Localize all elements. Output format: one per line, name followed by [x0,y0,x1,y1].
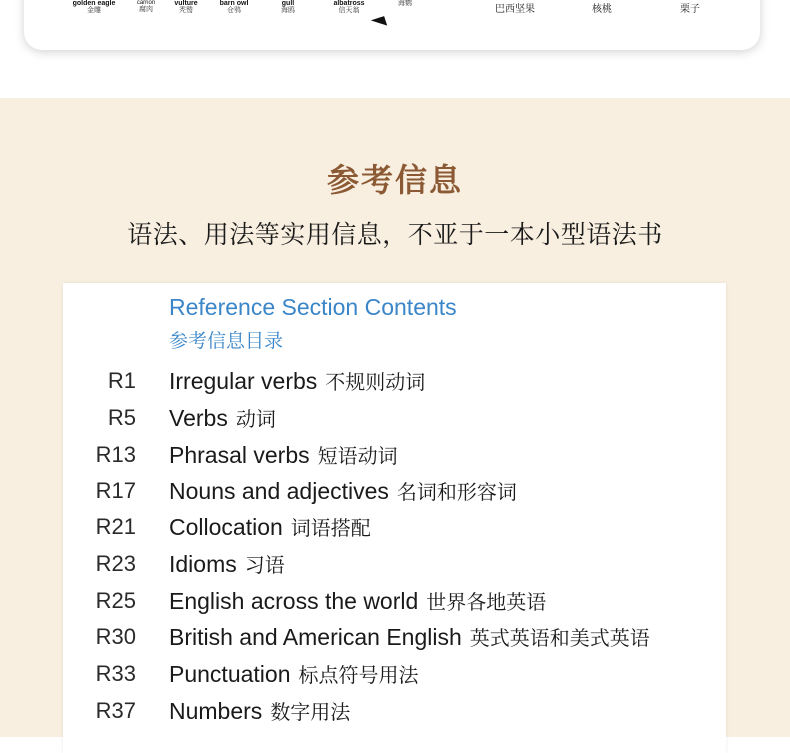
entry-title-zh: 世界各地英语 [426,590,547,614]
entry-title-en: Irregular verbs [169,368,318,394]
label-gull: gull 海鸥 [281,0,295,15]
entry-title [169,512,371,541]
reference-entry [0,512,790,542]
label-walnut: 核桃 [592,4,612,15]
label-vulture: vulture 秃鹫 [174,0,198,15]
entry-title-zh: 名词和形容词 [396,480,517,504]
entry-title [169,549,285,578]
label-albatross: albatross 信天翁 [333,0,365,15]
entry-code: R25 [95,588,136,613]
entry-title-en: Numbers [169,698,263,724]
section-heading: 参考信息 [326,161,463,199]
entry-code: R33 [95,661,136,686]
reference-entry [0,403,790,433]
entry-code: R5 [107,405,136,430]
entry-code: R13 [95,442,136,467]
entry-title-en: Collocation [169,514,283,540]
entry-title-en: Phrasal verbs [169,442,310,468]
entry-title [169,403,276,432]
section-subheading: 语法、用法等实用信息，不亚于一本小型语法书 [127,220,663,249]
reference-entry [0,366,790,396]
label-carrion: carrion 腐肉 [136,0,156,14]
entry-title-en: Verbs [169,405,228,431]
entry-title [169,622,650,651]
entry-title [169,476,517,505]
entry-title-zh: 英式英语和美式英语 [469,626,650,650]
entry-title-en: Punctuation [169,661,291,687]
entry-title-zh: 词语搭配 [290,516,371,540]
label-brazil-nut: 巴西坚果 [495,4,535,15]
label-chestnut: 栗子 [680,4,700,15]
entry-title-en: British and American English [169,624,462,650]
entry-title-en: Idioms [169,551,237,577]
entry-code: R37 [95,698,136,723]
entry-code: R23 [95,551,136,576]
entry-title [169,366,425,395]
label-golden-eagle: golden eagle 金雕 [72,0,116,15]
entry-code: R1 [107,368,136,393]
entry-title [169,696,350,725]
entry-title-zh: 数字用法 [270,700,351,724]
entry-title [169,440,398,469]
label-puffin: 海鹦 [398,0,412,7]
entry-title [169,586,546,615]
entry-code: R17 [95,478,136,503]
entry-title [169,659,418,688]
entry-title-en: Nouns and adjectives [169,478,389,504]
reference-entry [0,586,790,616]
entry-code: R21 [95,514,136,539]
reference-title-cn: 参考信息目录 [169,330,284,352]
reference-entry [0,659,790,689]
entry-code: R30 [95,624,136,649]
entry-title-en: English across the world [169,588,419,614]
label-barn-owl: barn owl 仓鸮 [219,0,249,15]
entry-title-zh: 习语 [244,553,285,577]
entry-title-zh: 短语动词 [317,444,398,468]
entry-title-zh: 动词 [235,407,276,431]
reference-title-en: Reference Section Contents [169,294,457,320]
entry-title-zh: 不规则动词 [325,370,426,394]
reference-entry [0,440,790,470]
entry-title-zh: 标点符号用法 [298,663,419,687]
reference-entry [0,549,790,579]
reference-entry [0,622,790,652]
reference-entry [0,696,790,726]
reference-entry [0,476,790,506]
